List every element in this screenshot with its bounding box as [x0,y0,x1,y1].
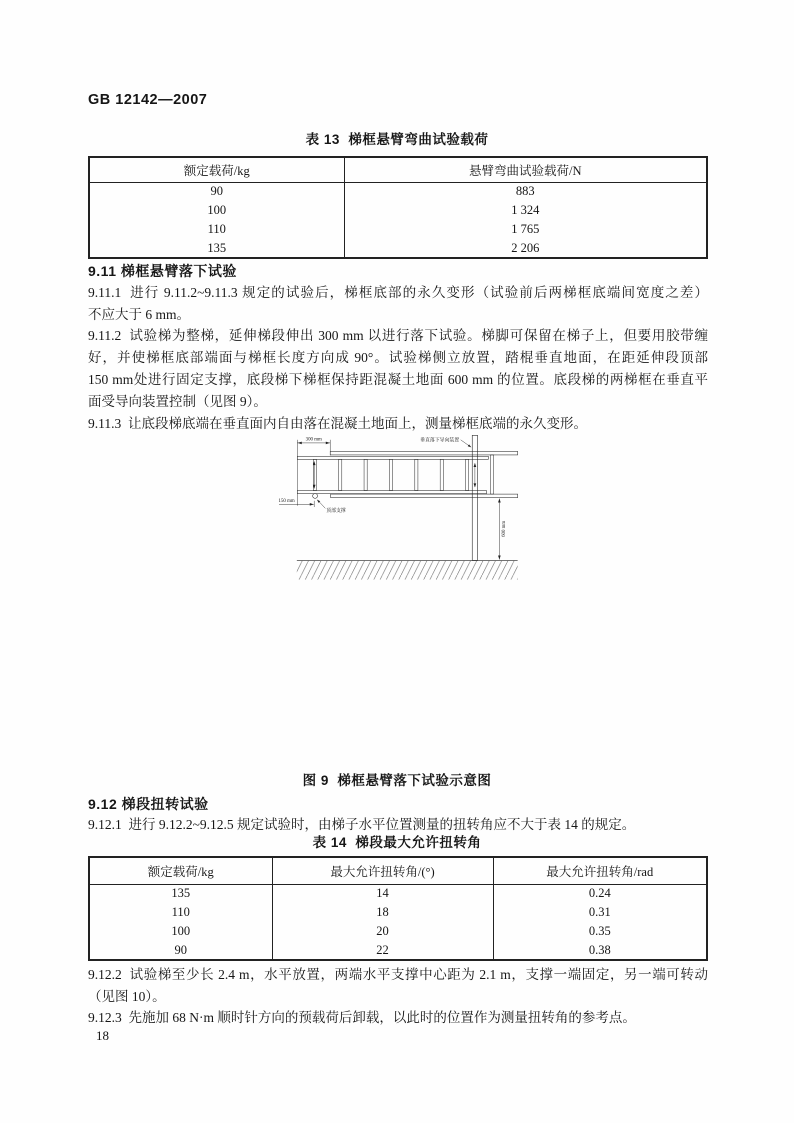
clause-9-11-1 [88,282,708,326]
table13-header-cell: 悬臂弯曲试验载荷/N [344,157,707,182]
clause-9-12-2 [88,964,708,1008]
table-row [89,182,707,201]
table14-caption: 表 14 梯段最大允许扭转角 [312,835,482,850]
table-cell: 0.38 [493,941,707,960]
text-line: 9.11.3 让底段梯底端在垂直面内自由落在混凝土地面上，测量梯框底端的永久变形。 [88,416,587,431]
clause-9-11-2 [88,325,708,413]
text-line: 9.12.2 试验梯至少长 2.4 m，水平放置，两端水平支撑中心距为 2.1 m，支撑一端固定，另一端可转动 [88,967,708,982]
table-row [89,884,707,903]
table-cell: 100 [171,924,191,938]
guide-label: 垂直落下导向装置 [420,438,460,444]
table-cell: 0.35 [493,922,707,941]
table-cell: 100 [207,203,227,217]
table-cell: 0.24 [493,884,707,903]
table-cell: 20 [272,922,493,941]
table-row [89,239,707,258]
top-support-leader [317,499,325,508]
text-line: 好，并使梯框底部端面与梯框长度方向成 90°。试验梯侧立放置，踏棍垂直地面，在距延伸段顶部 [88,350,708,365]
table14 [88,856,708,961]
text-line: 9.11.1 进行 9.11.2~9.11.3 规定的试验后，梯框底部的永久变形（试验前后两梯框底端间宽度之差） [88,285,708,300]
table-row [89,220,707,239]
table-row [89,922,707,941]
table13-caption: 表 13 梯框悬臂弯曲试验载荷 [305,132,489,147]
section-9-12-heading: 9.12 梯段扭转试验 [88,796,209,812]
table-row [89,903,707,922]
text-line: （见图 10）。 [88,989,166,1004]
dimension-600mm [498,499,501,560]
table-cell: 2 206 [344,239,707,258]
top-support-circle [313,493,318,498]
section-9-11-heading: 9.11 梯框悬臂落下试验 [88,263,237,279]
text-line: 9.12.1 进行 9.12.2~9.12.5 规定试验时，由梯子水平位置测量的扭转角应不大于表 14 的规定。 [88,817,636,832]
table13 [88,156,708,259]
table-cell: 1 324 [344,201,707,220]
table-cell: 0.31 [493,903,707,922]
table-cell: 110 [171,905,190,919]
table-row [89,941,707,960]
table14-header-row [89,857,707,884]
top-support-label: 顶部支撑 [326,508,346,514]
page-number: 18 [96,1028,109,1043]
table-cell: 14 [272,884,493,903]
table-cell: 90 [174,942,187,957]
text-line: 9.11.2 试验梯为整梯，延伸梯段伸出 300 mm 以进行落下试验。梯脚可保留在梯子上，但要用胶带缠 [88,328,708,343]
table-row [89,201,707,220]
table-cell: 22 [272,941,493,960]
table-cell: 883 [344,182,707,201]
table-cell: 90 [210,184,223,199]
table14-header-cell: 最大允许扭转角/rad [493,857,707,884]
table-cell: 18 [272,903,493,922]
ladder-rungs [313,455,493,494]
dim-extension-label: 300 mm [305,437,322,443]
table-cell: 1 765 [344,220,707,239]
table-cell: 135 [171,886,191,901]
table14-header-cell: 额定载荷/kg [147,864,214,879]
figure9-drawing [0,430,794,775]
text-line: 不应大于 6 mm。 [88,307,191,322]
table13-header-cell: 额定载荷/kg [183,163,250,178]
guide-leader [461,440,472,448]
table-cell: 135 [207,240,227,255]
text-line: 9.12.3 先施加 68 N·m 顺时针方向的预载荷后卸载，以此时的位置作为测量扭转角的参考点。 [88,1010,636,1025]
dim-height-label: 600 mm [502,520,508,537]
drop-motion-arrows [313,461,476,489]
clause-9-12-3 [88,1007,708,1029]
table13-header-row [89,157,707,182]
ladder-rails [297,451,517,497]
table14-header-cell: 最大允许扭转角/(°) [272,857,493,884]
figure9-caption: 图 9 梯框悬臂落下试验示意图 [302,773,492,788]
dim-support-label: 150 mm [278,499,295,505]
table-cell: 110 [207,222,226,236]
ground-hatch [297,560,518,579]
text-line: 150 mm处进行固定支撑，底段梯下梯框保持距混凝土地面 600 mm 的位置。底段梯的两梯框在垂直平 [88,372,708,387]
standard-code: GB 12142—2007 [88,92,208,108]
text-line: 面受导向装置控制（见图 9）。 [88,394,267,409]
